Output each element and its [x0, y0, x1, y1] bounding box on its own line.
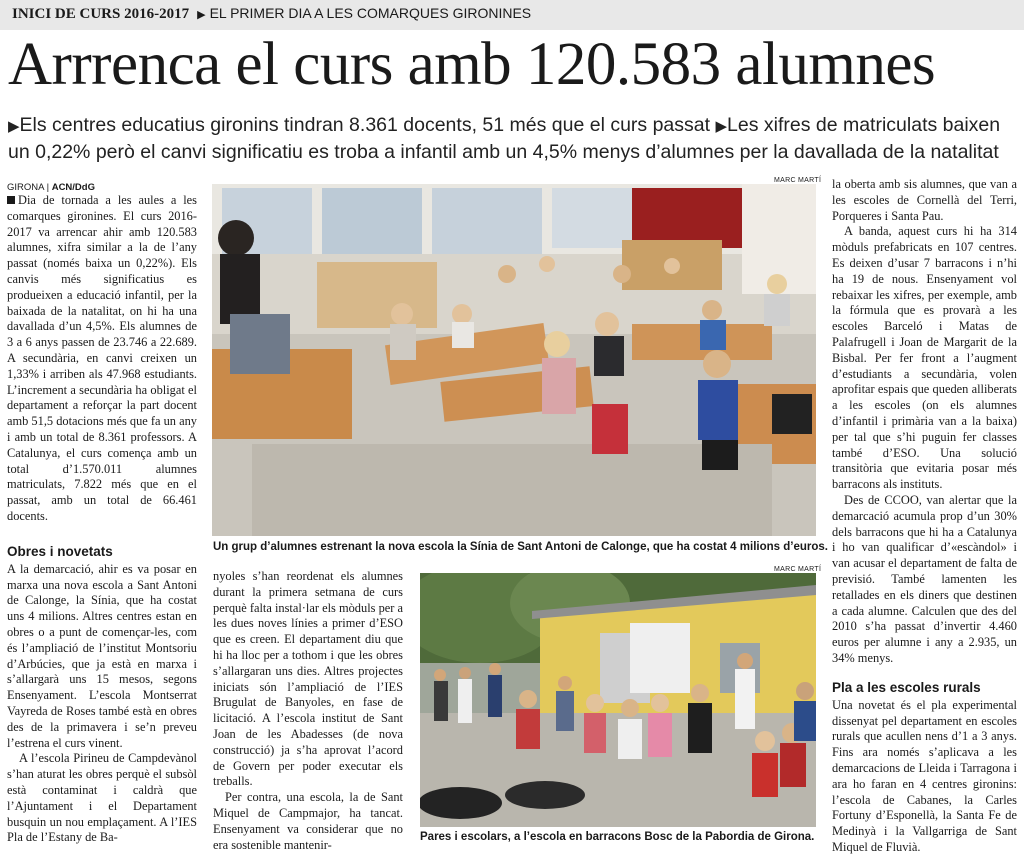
article-paragraph: la oberta amb sis alumnes, que van a les escoles de Cornellà del Terri, Porqueres i Santa Pau. [832, 177, 1017, 223]
article-paragraph: Una novetat és el pla experimental dissenyat pel departament en escoles rurals que acullen nens d’1 a 3 anys. Fins ara només s’aplicava a les demarcacions de Lleida i Tarragona i ara ho faran en 4 centres gironins: l’escola de Cabanes, la Carles Fortuny d’Esponellà, la Santa Fe de Medinyà i la Vallgarriga de Sant Miquel de Fluvià. [832, 697, 1017, 854]
kicker-bar [0, 0, 1024, 30]
article-column-1-bottom [7, 536, 197, 846]
article-paragraph: A la demarcació, ahir es va posar en marxa una nova escola a Sant Antoni de Calonge, la Sínia, que ha costat uns 4 milions. Altres centres estan en obres o a punt de començar-les, com és l’ampliació de l’institut Montsoriu d’Arbúcies, que ja està en marxa i s’allargarà uns 15 mesos, segons Ensenyament. L’escola Montserrat Vayreda de Roses també està en obres des de la primavera i se’n preveu l’estrena el curs vinent. [7, 561, 197, 750]
kicker-subtitle: EL PRIMER DIA A LES COMARQUES GIRONINES [209, 5, 532, 21]
article-column-3-bottom [832, 672, 1017, 856]
classroom-image [212, 184, 816, 536]
article-column-2 [213, 569, 403, 853]
subhead-part2: Les xifres de matriculats baixen un 0,22% però el canvi significatiu es troba a infantil amb un 4,5% menys d’alumnes per la davallada de la natalitat [8, 114, 1001, 163]
article-paragraph: A banda, aquest curs hi ha 314 mòduls prefabricats en 107 centres. Es deixen d’usar 7 barracons i n’hi ha 19 de nous. Ensenyament vol rebaixar les xifres, per exemple, amb la fórmula que es provarà a les escoles Barceló i Matas de Palafrugell i Joan de Margarit de la Bisbal. Per fer front a l’augment d’estudiants a secundària, volen aprofitar espais que queden alliberats a les escoles (on els alumnes d’infantil i primària van a la baixa) per tal que s’hi puguin fer classes també d’ESO. Una solució transitòria que evitaria posar més barracons als instituts. [832, 224, 1017, 492]
article-paragraph [7, 193, 197, 525]
photo-credit: MARC MARTÍ [774, 566, 822, 573]
byline-place: GIRONA [7, 182, 44, 193]
article-column-3 [832, 177, 1017, 667]
arrow-icon: ▶ [8, 117, 20, 135]
bullet-square-icon [7, 196, 15, 204]
arrow-icon: ▶ [197, 8, 206, 21]
article-paragraph: Des de CCOO, van alertar que la demarcació acumula prop d’un 30% dels barracons que hi ha a Catalunya i ho van qualificar d’«escàndol» i van acusar el departament de falta de previsió. També lamenten les retallades en els diners que destinen a cada alumne. Calculen que des del 2010 s’ha passat d’invertir 4.460 euros per alumne i any a 2.935, un 34% menys. [832, 492, 1017, 665]
photo-credit: MARC MARTÍ [774, 177, 822, 184]
section-heading: Pla a les escoles rurals [832, 680, 981, 695]
kicker [12, 5, 531, 23]
byline [7, 182, 95, 193]
subhead-part1: Els centres educatius gironins tindran 8.361 docents, 51 més que el curs passat [19, 114, 711, 136]
schoolyard-photo [420, 573, 816, 827]
article-paragraph: Per contra, una escola, la de Sant Miquel de Campmajor, ha tancat. Ensenyament va considerar que no era sostenible mantenir- [213, 790, 403, 852]
headline: Arrrenca el curs amb 120.583 alumnes [8, 31, 936, 98]
byline-agency: ACN/DdG [51, 182, 95, 193]
article-column-1 [7, 193, 197, 525]
arrow-icon: ▶ [715, 117, 727, 135]
byline-separator: | [43, 182, 52, 193]
paragraph-text: Dia de tornada a les aules a les comarques gironines. El curs 2016-2017 va arrencar ahir amb 120.583 alumnes, xifra similar a la de l’any passat (només baixa un 0,22%). Els canvis més significatius es produeixen a educació infantil, per la baixada de la natalitat, on hi ha una davallada d’un 4,5%. Els alumnes de 3 a 6 anys passen de 23.746 a 22.689. A secundària, en canvi creixen un 1,33% i arriben als 47.968 estudiants. L’increment a secundària ha obligat el departament a reforçar la part docent amb 51,5 dotacions més que fa un any i amb un total de 8.361 professors. A Catalunya, el curs comença amb un total d’1.570.011 alumnes matriculats, 7.822 més que en el passat, amb un total de 66.461 docents. [7, 193, 197, 523]
article-paragraph: A l’escola Pirineu de Campdevànol s’han aturat les obres perquè el subsòl està contaminat i caldrà que l’Ajuntament i el Departament busquin un nou emplaçament. A l’IES Pla de l’Estany de Ba- [7, 751, 197, 845]
article-paragraph: nyoles s’han reordenat els alumnes durant la primera setmana de curs perquè falta instal·lar els mòduls per a les dues noves línies a primer d’ESO que es creen. El departament diu que hi ha lloc per a tothom i que les obres s’allargaran uns dies. Altres projectes iniciats són l’ampliació de l’IES Brugulat de Banyoles, en fase de licitació. A l’escola institut de Sant Joan de les Abadesses (de nova construcció) ja s’ha aprovat l’acord de Govern per poder executar els treballs. [213, 569, 403, 789]
section-heading: Obres i novetats [7, 544, 113, 559]
subheadline [8, 112, 1018, 165]
photo-caption: Un grup d’alumnes estrenant la nova escola la Sínia de Sant Antoni de Calonge, que ha costat 4 milions d’euros. [213, 541, 828, 553]
section-label: INICI DE CURS 2016-2017 [12, 6, 190, 22]
schoolyard-image [420, 573, 816, 827]
photo-caption: Pares i escolars, a l’escola en barracons Bosc de la Pabordia de Girona. [420, 831, 815, 843]
classroom-photo [212, 184, 816, 536]
